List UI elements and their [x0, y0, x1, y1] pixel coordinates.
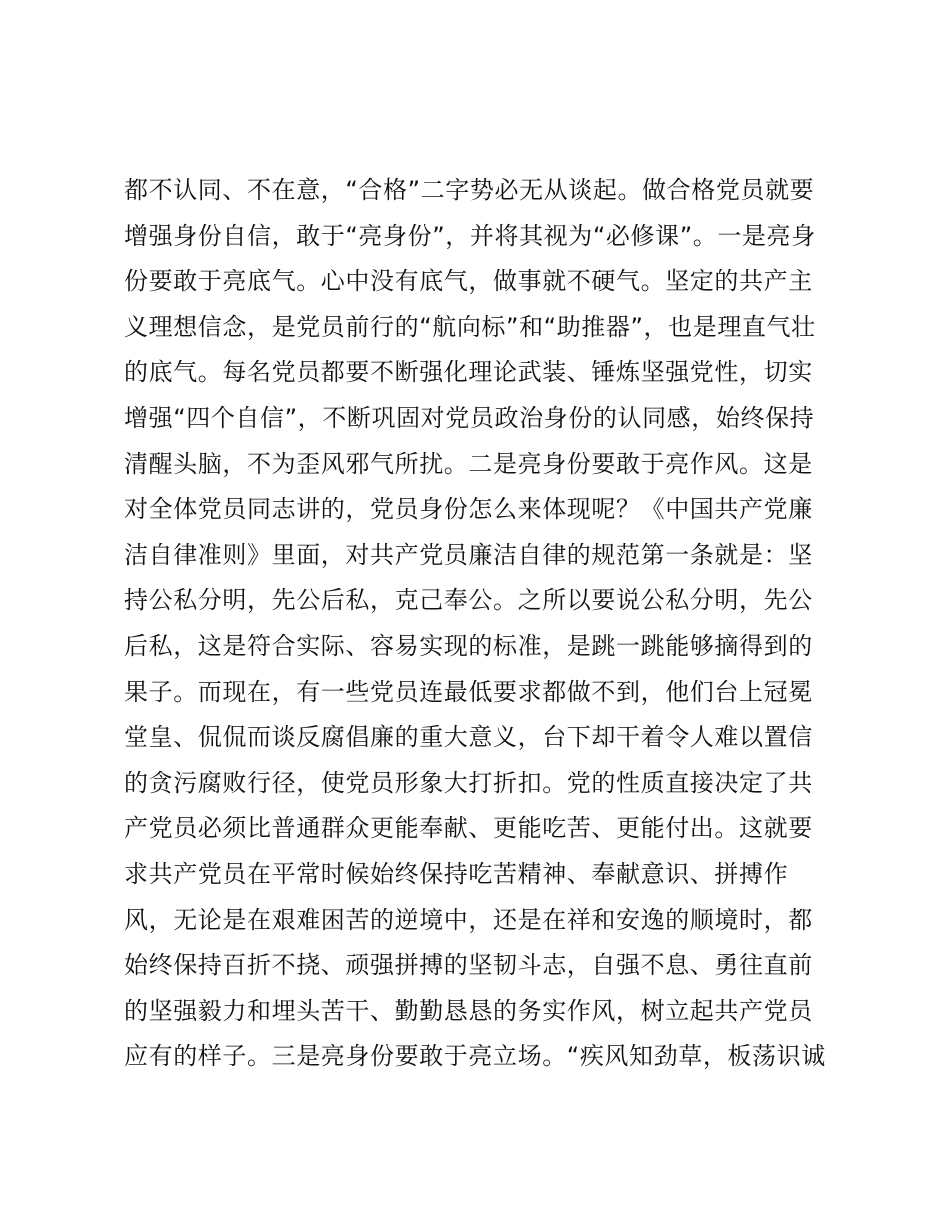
- body-paragraph: [124, 168, 844, 1080]
- text-line: 增强“四个自信”，不断巩固对党员政治身份的认同感，始终保持: [124, 403, 815, 432]
- text-line: 始终保持百折不挠、顽强拼搏的坚韧斗志，自强不息、勇往直前: [124, 951, 813, 980]
- text-line: 清醒头脑，不为歪风邪气所扰。二是亮身份要敢于亮作风。这是: [124, 449, 813, 478]
- text-line: 份要敢于亮底气。心中没有底气，做事就不硬气。坚定的共产主: [124, 267, 813, 296]
- text-line: 风，无论是在艰难困苦的逆境中，还是在祥和安逸的顺境时，都: [124, 905, 813, 934]
- text-line: 都不认同、不在意，“合格”二字势必无从谈起。做合格党员就要: [124, 176, 815, 204]
- text-line: 后私，这是符合实际、容易实现的标准，是跳一跳能够摘得到的: [124, 631, 813, 660]
- text-line: 果子。而现在，有一些党员连最低要求都做不到，他们台上冠冕: [124, 677, 813, 706]
- text-line: 持公私分明，先公后私，克己奉公。之所以要说公私分明，先公: [124, 586, 813, 615]
- text-line: 增强身份自信，敢于“亮身份”，并将其视为“必修课”。一是亮身: [124, 221, 816, 250]
- text-line: 洁自律准则》里面，对共产党员廉洁自律的规范第一条就是：坚: [124, 540, 813, 569]
- text-line: 堂皇、侃侃而谈反腐倡廉的重大意义，台下却干着令人难以置信: [124, 723, 813, 752]
- text-line: 应有的样子。三是亮身份要敢于亮立场。“疾风知劲草，板荡识诚: [124, 1042, 826, 1071]
- text-line: 的底气。每名党员都要不断强化理论武装、锤炼坚强党性，切实: [124, 358, 813, 387]
- text-line: 的坚强毅力和埋头苦干、勤勤恳恳的务实作风，树立起共产党员: [124, 996, 813, 1025]
- text-line: 对全体党员同志讲的，党员身份怎么来体现呢？《中国共产党廉: [124, 495, 813, 524]
- text-line: 的贪污腐败行径，使党员形象大打折扣。党的性质直接决定了共: [124, 768, 813, 797]
- text-line: 义理想信念，是党员前行的“航向标”和“助推器”，也是理直气壮: [124, 312, 816, 341]
- text-line: 求共产党员在平常时候始终保持吃苦精神、奉献意识、拼搏作: [124, 859, 789, 888]
- text-line: 产党员必须比普通群众更能奉献、更能吃苦、更能付出。这就要: [124, 814, 813, 843]
